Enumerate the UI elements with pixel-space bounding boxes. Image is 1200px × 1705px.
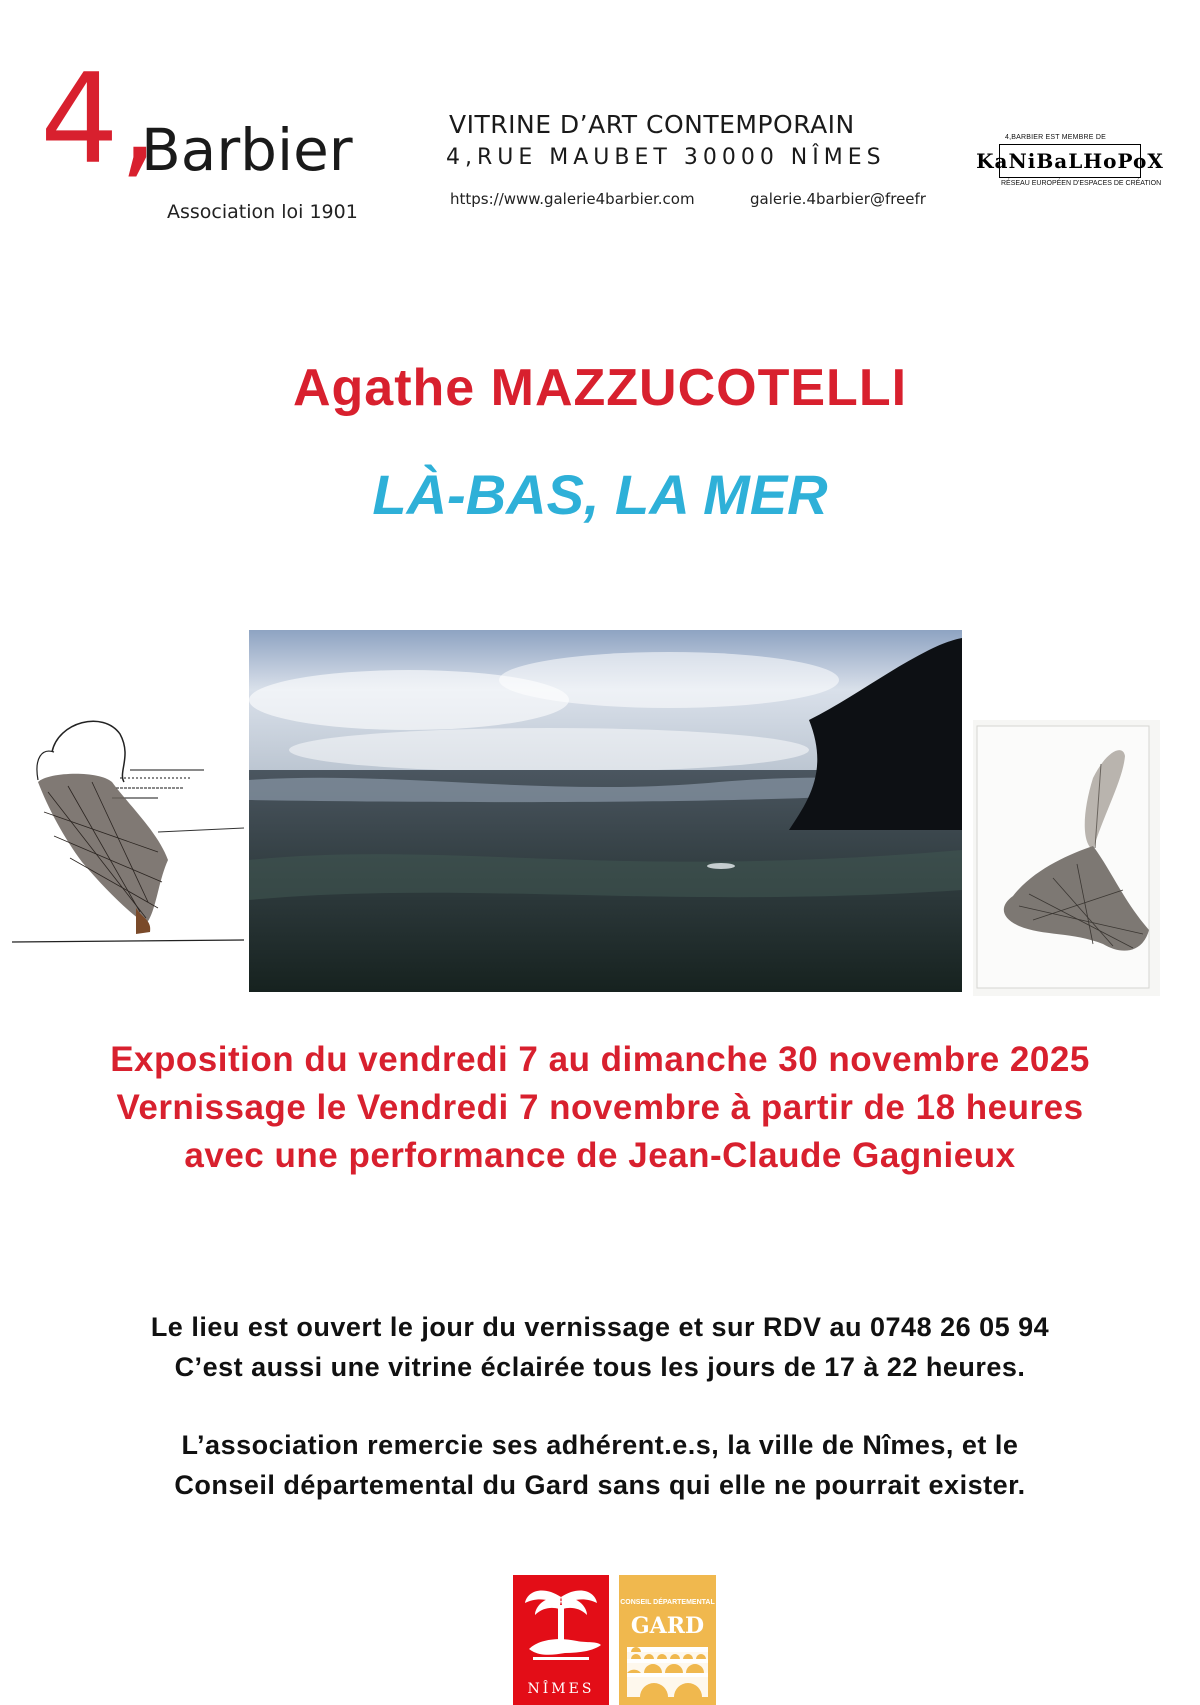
- exhibition-title: LÀ-BAS, LA MER: [372, 463, 828, 526]
- thanks-line-2: Conseil départemental du Gard sans qui elle ne pourrait exister.: [174, 1470, 1026, 1500]
- network-caption-top: 4,BARBIER EST MEMBRE DE: [1005, 134, 1106, 141]
- performance-credit: avec une performance de Jean-Claude Gagnieux: [184, 1136, 1016, 1175]
- artwork-left-image: [8, 712, 248, 956]
- exhibition-dates: Exposition du vendredi 7 au dimanche 30 novembre 2025: [110, 1040, 1090, 1079]
- gallery-address: 4,RUE MAUBET 30000 NÎMES: [446, 145, 886, 170]
- nimes-logo-label: NÎMES: [527, 1681, 595, 1697]
- logo-subtitle: Association loi 1901: [167, 201, 358, 223]
- access-line-1: Le lieu est ouvert le jour du vernissage et sur RDV au 0748 26 05 94: [150, 1312, 1050, 1342]
- logo-name: Barbier: [141, 116, 353, 184]
- website-link[interactable]: https://www.galerie4barbier.com: [450, 190, 695, 208]
- network-badge: [976, 134, 1164, 192]
- gard-logo-caption: CONSEIL DÉPARTEMENTAL: [620, 1599, 715, 1606]
- access-line-2: C’est aussi une vitrine éclairée tous les jours de 17 à 22 heures.: [174, 1352, 1026, 1382]
- artwork-right-image: [973, 720, 1160, 996]
- logo-number: 4,: [40, 48, 159, 192]
- nimes-city-logo: [513, 1575, 609, 1705]
- nimes-crocodile-palm-icon: [513, 1575, 609, 1679]
- gard-department-logo: [619, 1575, 716, 1705]
- opening-time: Vernissage le Vendredi 7 novembre à partir de 18 heures: [116, 1088, 1084, 1127]
- artist-name: Agathe MAZZUCOTELLI: [292, 359, 908, 417]
- thanks-line-1: L’association remercie ses adhérent.e.s, la ville de Nîmes, et le: [181, 1430, 1019, 1460]
- sea-photo-image: [249, 630, 962, 992]
- email-link[interactable]: galerie.4barbier@freefr: [750, 190, 926, 208]
- gallery-title: VITRINE D’ART CONTEMPORAIN: [449, 110, 855, 139]
- network-caption-bottom: RÉSEAU EUROPÉEN D'ESPACES DE CRÉATION: [1001, 180, 1162, 187]
- gard-logo-label: GARD: [630, 1613, 705, 1639]
- network-logo: KaNiBaLHoPoX: [999, 144, 1141, 178]
- pont-du-gard-icon: [627, 1647, 708, 1697]
